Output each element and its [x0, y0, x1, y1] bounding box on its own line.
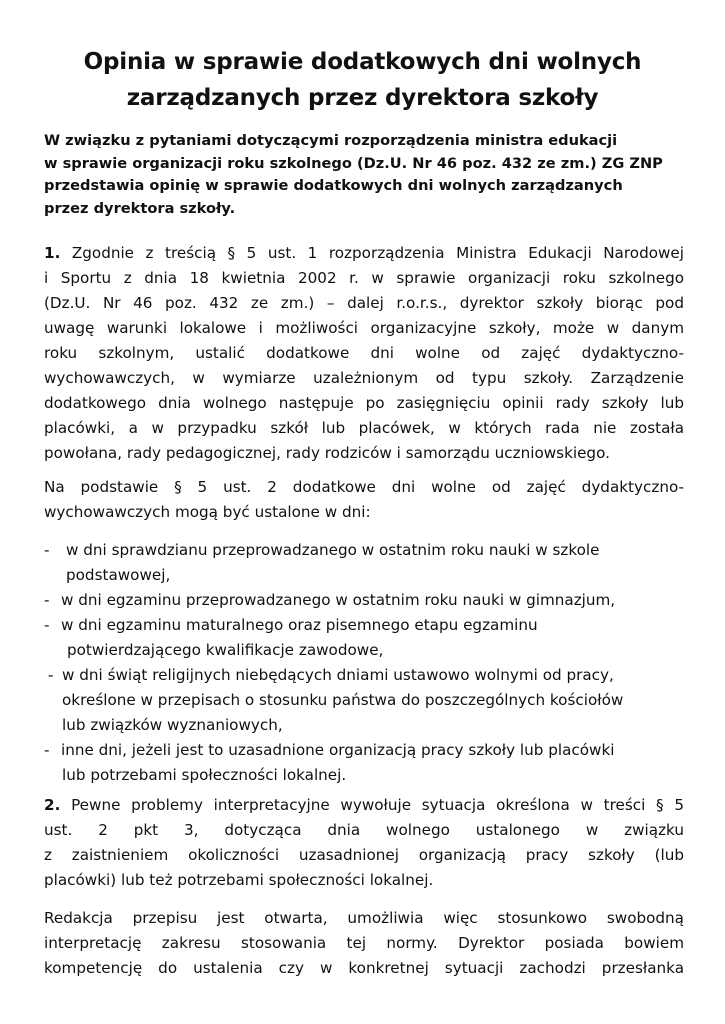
list-item-text: lub związków wyznaniowych, [62, 716, 283, 734]
closing-line: kompetencję do ustalenia czy w konkretnej sytuacji zachodzi przesłanka [44, 959, 684, 977]
dash-bullet: - [44, 741, 50, 759]
section-2-line [44, 793, 684, 818]
section-2-line: placówki) lub też potrzebami społeczności lokalnej. [44, 871, 434, 889]
closing-line: Redakcja przepisu jest otwarta, umożliwia więc stosunkowo swobodną [44, 909, 684, 927]
list-item [44, 588, 684, 613]
basis-line: Na podstawie § 5 ust. 2 dodatkowe dni wolne od zajęć dydaktyczno- [44, 478, 684, 496]
list-item [44, 613, 684, 663]
section-1-line: powołana, rady pedagogicznej, rady rodziców i samorządu uczniowskiego. [44, 444, 610, 462]
intro-line: W związku z pytaniami dotyczącymi rozporządzenia ministra edukacji [44, 132, 618, 149]
section-2-paragraph [44, 793, 684, 893]
list-item [44, 738, 684, 788]
section-2-number: 2. [44, 796, 61, 814]
list-item-text: podstawowej, [66, 566, 171, 584]
list-item-text: potwierdzającego kwalifikacje zawodowe, [67, 641, 384, 659]
section-1-line: i Sportu z dnia 18 kwietnia 2002 r. w sprawie organizacji roku szkolnego [44, 269, 684, 287]
section-1-line: wychowawczych, w wymiarze uzależnionym od typu szkoły. Zarządzenie [44, 369, 684, 387]
list-item-text: w dni sprawdzianu przeprowadzanego w ostatnim roku nauki w szkole [66, 541, 600, 559]
dash-bullet: - [48, 666, 54, 684]
section-1-line-text: Zgodnie z treścią § 5 ust. 1 rozporządzenia Ministra Edukacji Narodowej [71, 244, 684, 262]
list-item [44, 663, 684, 738]
section-1-line: (Dz.U. Nr 46 poz. 432 ze zm.) – dalej r.o.r.s., dyrektor szkoły biorąc pod [44, 294, 684, 312]
section-1-line: uwagę warunki lokalowe i możliwości organizacyjne szkoły, może w danym [44, 319, 684, 337]
list-item-text: inne dni, jeżeli jest to uzasadnione organizacją pracy szkoły lub placówki [61, 741, 615, 759]
page-title [60, 44, 665, 116]
intro-line: przez dyrektora szkoły. [44, 199, 236, 217]
section-1-line: placówki, a w przypadku szkół lub placówek, w których rada nie została [44, 419, 684, 437]
list-item-text: w dni egzaminu przeprowadzanego w ostatnim roku nauki w gimnazjum, [61, 591, 616, 609]
section-1-line: roku szkolnym, ustalić dodatkowe dni wolne od zajęć dydaktyczno- [44, 344, 684, 362]
list-item-text: w dni egzaminu maturalnego oraz pisemnego etapu egzaminu [61, 616, 538, 634]
basis-paragraph [44, 475, 684, 525]
section-1-paragraph [44, 241, 684, 466]
section-2-line: z zaistnieniem okoliczności uzasadnionej organizacją pracy szkoły (lub [44, 846, 684, 864]
closing-line: interpretację zakresu stosowania tej normy. Dyrektor posiada bowiem [44, 934, 684, 952]
list-item-text: w dni świąt religijnych niebędących dniami ustawowo wolnymi od pracy, [62, 666, 614, 684]
allowed-days-list [44, 538, 684, 788]
basis-line: wychowawczych mogą być ustalone w dni: [44, 503, 371, 521]
list-item-text: określone w przepisach o stosunku państwa do poszczególnych kościołów [62, 691, 624, 709]
intro-line: przedstawia opinię w sprawie dodatkowych dni wolnych zarządzanych [44, 177, 623, 194]
intro-line: w sprawie organizacji roku szkolnego (Dz.U. Nr 46 poz. 432 ze zm.) ZG ZNP [44, 154, 663, 172]
section-1-number: 1. [44, 244, 61, 262]
closing-paragraph [44, 906, 684, 981]
title-line-1: Opinia w sprawie dodatkowych dni wolnych [83, 49, 642, 75]
list-item [44, 538, 684, 588]
dash-bullet: - [44, 616, 50, 634]
dash-bullet: - [44, 541, 50, 559]
section-2-line: ust. 2 pkt 3, dotycząca dnia wolnego ustalonego w związku [44, 821, 684, 839]
dash-bullet: - [44, 591, 50, 609]
section-2-line-text: Pewne problemy interpretacyjne wywołuje sytuacja określona w treści § 5 [71, 796, 685, 814]
section-1-line [44, 241, 684, 266]
section-1-line: dodatkowego dnia wolnego następuje po zasięgnięciu opinii rady szkoły lub [44, 394, 684, 412]
intro-paragraph [44, 130, 684, 220]
title-line-2: zarządzanych przez dyrektora szkoły [126, 85, 599, 111]
list-item-text: lub potrzebami społeczności lokalnej. [62, 766, 347, 784]
